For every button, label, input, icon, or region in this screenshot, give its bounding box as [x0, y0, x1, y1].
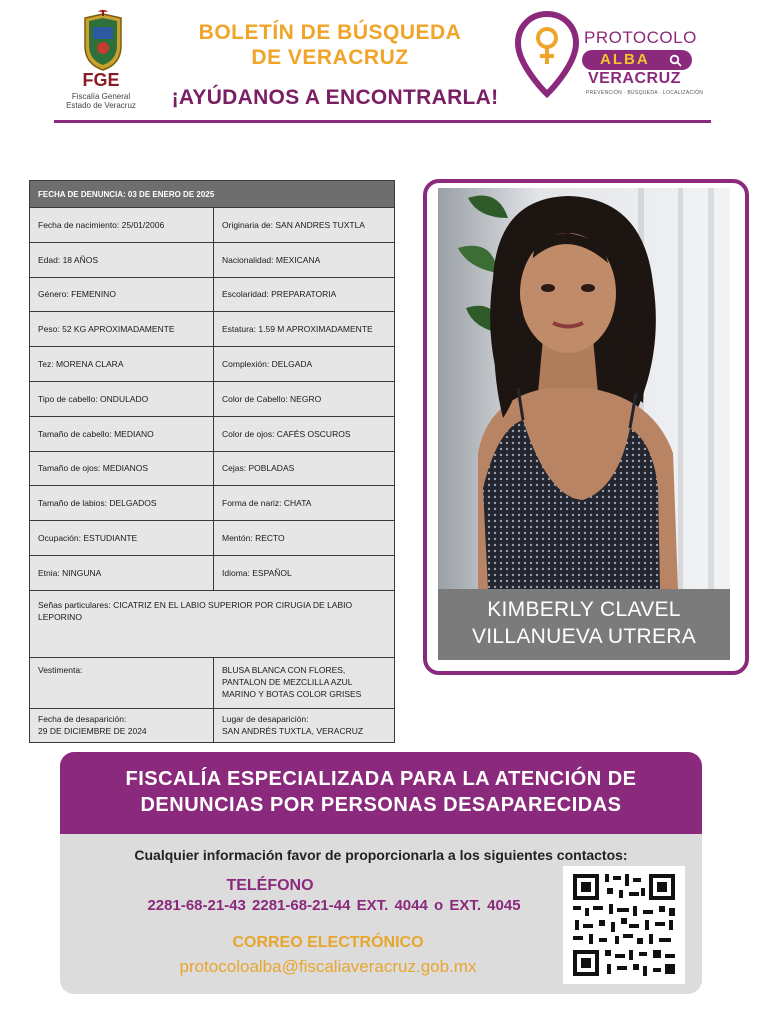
bulletin-title-line1: BOLETÍN DE BÚSQUEDA	[198, 21, 462, 44]
disappearance-date-value: 29 DE DICIEMBRE DE 2024	[38, 726, 147, 737]
phone-numbers[interactable]: 2281-68-21-43 2281-68-21-44 EXT. 4044 o EXT. 4045	[147, 897, 521, 914]
table-row	[30, 347, 395, 382]
header-divider	[54, 120, 711, 123]
table-row	[30, 486, 395, 521]
language-cell: Idioma: ESPAÑOL	[214, 555, 395, 590]
hair-type-cell: Tipo de cabello: ONDULADO	[30, 381, 214, 416]
hair-color-cell: Color de Cabello: NEGRO	[214, 381, 395, 416]
table-row	[30, 708, 395, 742]
table-row	[30, 381, 395, 416]
contact-instructions: Cualquier información favor de proporcionarla a los siguientes contactos:	[134, 847, 628, 863]
report-date: FECHA DE DENUNCIA: 03 DE ENERO DE 2025	[30, 181, 395, 208]
table-row	[30, 555, 395, 590]
alba-tagline: PREVENCIÓN · BÚSQUEDA · LOCALIZACIÓN	[586, 90, 704, 96]
fge-subtitle	[51, 92, 151, 110]
missing-person-info-table	[29, 180, 395, 743]
alba-text: ALBA	[600, 51, 650, 68]
lips-cell: Tamaño de labios: DELGADOS	[30, 486, 214, 521]
nationality-cell: Nacionalidad: MEXICANA	[214, 242, 395, 277]
fge-label: FGE	[82, 70, 120, 90]
fge-subtitle-line1: Fiscalía General	[71, 92, 131, 101]
qr-code[interactable]	[563, 866, 685, 984]
table-row	[30, 242, 395, 277]
ethnicity-cell: Etnia: NINGUNA	[30, 555, 214, 590]
table-row	[30, 277, 395, 312]
weight-cell: Peso: 52 KG APROXIMADAMENTE	[30, 312, 214, 347]
fiscalia-banner-text	[60, 766, 702, 818]
disappearance-date-cell	[30, 708, 214, 742]
banner-line2: DENUNCIAS POR PERSONAS DESAPARECIDAS	[140, 794, 622, 816]
gender-cell: Género: FEMENINO	[30, 277, 214, 312]
build-cell: Complexión: DELGADA	[214, 347, 395, 382]
banner-line1: FISCALÍA ESPECIALIZADA PARA LA ATENCIÓN DE	[125, 768, 637, 790]
complexion-tone-cell: Tez: MORENA CLARA	[30, 347, 214, 382]
search-icon	[669, 54, 682, 67]
nose-cell: Forma de nariz: CHATA	[214, 486, 395, 521]
email-label: CORREO ELECTRÓNICO	[232, 934, 424, 951]
eye-color-cell: Color de ojos: CAFÉS OSCUROS	[214, 416, 395, 451]
person-photo-illustration	[438, 188, 730, 589]
height-cell: Estatura: 1.59 M APROXIMADAMENTE	[214, 312, 395, 347]
email-link[interactable]: protocoloalba@fiscaliaveracruz.gob.mx	[179, 957, 477, 976]
bulletin-title-line2: DE VERACRUZ	[251, 46, 409, 69]
birth-date-cell: Fecha de nacimiento: 25/01/2006	[30, 208, 214, 243]
alba-veracruz-text: VERACRUZ	[588, 70, 681, 87]
help-us-find-her-heading: ¡AYÚDANOS A ENCONTRARLA!	[171, 86, 499, 109]
table-row	[30, 590, 395, 657]
phone-label: TELÉFONO	[226, 877, 314, 894]
table-row	[30, 657, 395, 708]
clothing-label-cell: Vestimenta:	[30, 657, 214, 708]
disappearance-place-value: SAN ANDRÉS TUXTLA, VERACRUZ	[222, 726, 364, 737]
chin-cell: Mentón: RECTO	[214, 521, 395, 556]
age-cell: Edad: 18 AÑOS	[30, 242, 214, 277]
table-row	[30, 521, 395, 556]
clothing-value-cell: BLUSA BLANCA CON FLORES, PANTALON DE MEZCLILLA AZUL MARINO Y BOTAS COLOR GRISES	[214, 657, 395, 708]
missing-person-name	[438, 596, 730, 650]
name-line1: KIMBERLY CLAVEL	[487, 598, 681, 621]
alba-protocolo-text: PROTOCOLO	[584, 28, 697, 47]
eye-size-cell: Tamaño de ojos: MEDIANOS	[30, 451, 214, 486]
origin-cell: Originaria de: SAN ANDRES TUXTLA	[214, 208, 395, 243]
eyebrows-cell: Cejas: POBLADAS	[214, 451, 395, 486]
table-row	[30, 416, 395, 451]
disappearance-place-cell	[214, 708, 395, 742]
disappearance-date-label: Fecha de desaparición:	[38, 714, 127, 725]
qr-code-icon	[563, 866, 685, 984]
education-cell: Escolaridad: PREPARATORIA	[214, 277, 395, 312]
occupation-cell: Ocupación: ESTUDIANTE	[30, 521, 214, 556]
hair-length-cell: Tamaño de cabello: MEDIANO	[30, 416, 214, 451]
table-row	[30, 208, 395, 243]
fge-subtitle-line2: Estado de Veracruz	[66, 101, 136, 110]
name-line2: VILLANUEVA UTRERA	[471, 625, 697, 648]
table-row	[30, 451, 395, 486]
disappearance-place-label: Lugar de desaparición:	[222, 714, 309, 725]
person-photo	[438, 188, 730, 589]
bulletin-title	[150, 20, 510, 70]
distinguishing-marks-cell: Señas particulares: CICATRIZ EN EL LABIO SUPERIOR POR CIRUGIA DE LABIO LEPORINO	[30, 590, 395, 657]
table-row	[30, 312, 395, 347]
